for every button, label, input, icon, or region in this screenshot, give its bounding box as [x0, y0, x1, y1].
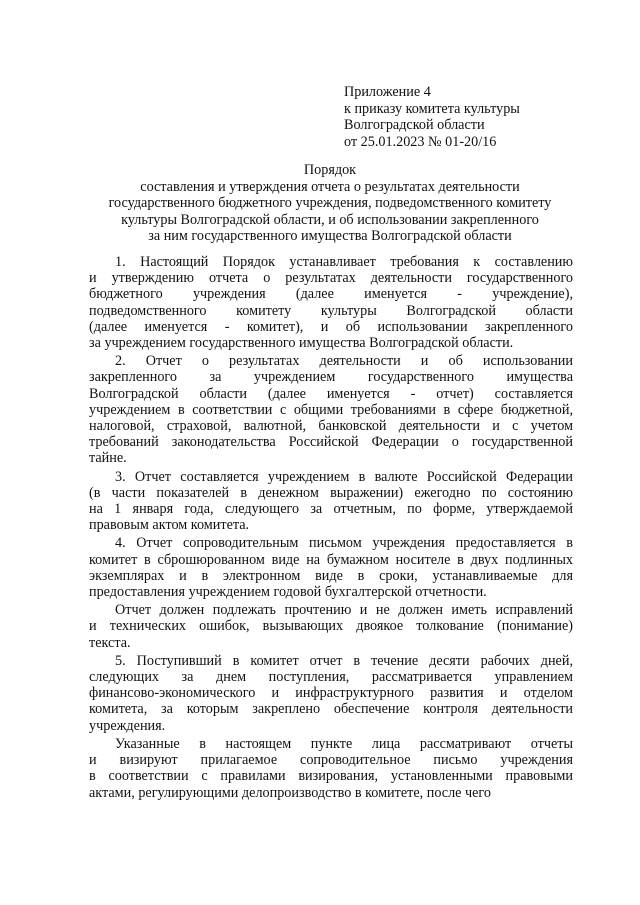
paragraph-line: актами, регулирующими делопроизводство в комитете, после чего: [89, 784, 491, 801]
paragraph-line: подведомственного комитету культуры Волгоградской области: [89, 302, 573, 319]
paragraph-1: [89, 254, 573, 351]
paragraph-5: [89, 653, 573, 734]
title-line: за ним государственного имущества Волгоградской области: [148, 228, 512, 244]
paragraph-line: и визируют прилагаемое сопроводительное письмо учреждения: [89, 752, 573, 769]
appendix-header: [344, 84, 520, 150]
paragraph-line: и утверждению отчета о результатах деятельности государственного: [89, 270, 573, 287]
paragraph-3: [89, 469, 573, 534]
appendix-date-number: от 25.01.2023 № 01-20/16: [344, 133, 497, 150]
paragraph-line: бюджетного учреждения (далее именуется - учреждение),: [89, 286, 573, 303]
paragraph-line: тайне.: [89, 450, 127, 467]
paragraph-line: требований законодательства Российской Федерации о государственной: [89, 434, 573, 451]
title-line: составления и утверждения отчета о результатах деятельности: [140, 178, 520, 195]
paragraph-line: комитет в сброшюрованном виде на бумажном носителе в двух подлинных: [89, 551, 573, 568]
paragraph-line: учреждением в соответствии с общими требованиями в сфере бюджетной,: [89, 401, 573, 418]
paragraph-line: предоставления учреждением годовой бухгалтерской отчетности.: [89, 584, 487, 601]
appendix-number: Приложение 4: [344, 84, 431, 100]
paragraph-line: 4. Отчет сопроводительным письмом учреждения предоставляется в: [115, 535, 573, 552]
paragraph-line: экземплярах и в электронном виде в сроки, устанавливаемые для: [89, 567, 573, 584]
document-body: [89, 254, 573, 803]
paragraph-line: налоговой, страховой, валютной, банковской деятельности и с учетом: [89, 418, 573, 435]
paragraph-line: 3. Отчет составляется учреждением в валюте Российской Федерации: [115, 468, 573, 485]
appendix-order-ref: к приказу комитета культуры: [344, 100, 520, 117]
paragraph-line: текста.: [89, 634, 131, 651]
paragraph-line: 1. Настоящий Порядок устанавливает требования к составлению: [115, 254, 573, 270]
appendix-region: Волгоградской области: [344, 117, 485, 133]
paragraph-line: следующих за днем поступления, рассматривается управлением: [89, 669, 573, 686]
paragraph-5-note: [89, 736, 573, 801]
paragraph-line: закрепленного за учреждением государственного имущества: [89, 369, 573, 386]
paragraph-line: правовым актом комитета.: [89, 517, 250, 534]
paragraph-line: на 1 января года, следующего за отчетным, по форме, утверждаемой: [89, 501, 573, 518]
paragraph-line: (далее именуется - комитет), и об использовании закрепленного: [89, 318, 573, 335]
paragraph-line: за учреждением государственного имущества Волгоградской области.: [89, 335, 514, 352]
paragraph-line: Указанные в настоящем пункте лица рассматривают отчеты: [115, 735, 573, 752]
paragraph-line: 5. Поступивший в комитет отчет в течение десяти рабочих дней,: [115, 652, 573, 669]
title-heading: Порядок: [303, 162, 357, 178]
paragraph-line: (в части показателей в денежном выражении) ежегодно по состоянию: [89, 484, 573, 501]
paragraph-line: комитета, за которым закреплено обеспечение контроля деятельности: [89, 701, 573, 718]
paragraph-line: в соответствии с правилами визирования, установленными правовыми: [89, 768, 573, 785]
paragraph-2: [89, 353, 573, 466]
title-line: государственного бюджетного учреждения, подведомственного комитету: [108, 195, 552, 211]
paragraph-line: финансово-экономического и инфраструктурного развития и отделом: [89, 685, 573, 702]
paragraph-4-note: [89, 602, 573, 651]
title-line: культуры Волгоградской области, и об использовании закрепленного: [121, 211, 539, 228]
paragraph-line: Отчет должен подлежать прочтению и не должен иметь исправлений: [115, 602, 573, 619]
paragraph-line: учреждения.: [89, 717, 166, 734]
paragraph-4: [89, 535, 573, 600]
document-title: [80, 162, 580, 245]
paragraph-line: Волгоградской области (далее именуется - отчет) составляется: [89, 385, 573, 402]
paragraph-line: 2. Отчет о результатах деятельности и об использовании: [115, 353, 573, 370]
paragraph-line: и технических ошибок, вызывающих двоякое толкование (понимание): [89, 618, 573, 635]
